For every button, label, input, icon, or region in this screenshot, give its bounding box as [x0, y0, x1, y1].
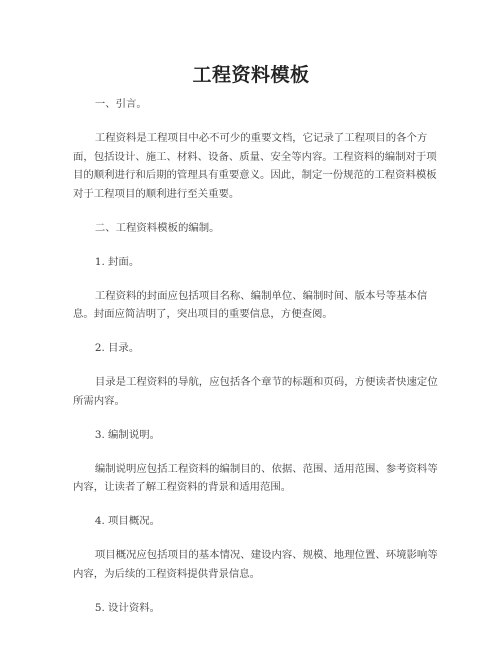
subheading-project-overview: 4. 项目概况。: [94, 515, 160, 528]
paragraph-project-overview: 项目概况应包括项目的基本情况、建设内容、规模、地理位置、环境影响等内容，为后续的工程资料提供背景信息。: [73, 549, 438, 580]
document-body: [73, 95, 439, 633]
paragraph-toc: 目录是工程资料的导航，应包括各个章节的标题和页码，方便读者快速定位所需内容。: [73, 376, 438, 407]
subheading-design-materials: 5. 设计资料。: [94, 601, 160, 614]
subheading-cover: 1. 封面。: [94, 255, 140, 268]
paragraph-compilation-notes: 编制说明应包括工程资料的编制目的、依据、范围、适用范围、参考资料等内容，让读者了解工程资料的背景和适用范围。: [73, 462, 438, 494]
subheading-compilation-notes: 3. 编制说明。: [94, 428, 160, 441]
section-heading-introduction: 一、引言。: [94, 98, 147, 110]
document-title: 工程资料模板: [192, 64, 310, 86]
paragraph-cover: 工程资料的封面应包括项目名称、编制单位、编制时间、版本号等基本信息。封面应简洁明了，突出项目的重要信息，方便查阅。: [73, 289, 428, 321]
section-heading-template-compilation: 二、工程资料模板的编制。: [94, 221, 220, 234]
paragraph-introduction: 工程资料是工程项目中必不可少的重要文档，它记录了工程项目的各个方面，包括设计、施工、材料、设备、质量、安全等内容。工程资料的编制对于项目的顺利进行和后期的管理具有重要意义。因此，制定一份规范的工程资料模板对于工程项目的顺利进行至关重要。: [73, 131, 437, 200]
subheading-toc: 2. 目录。: [94, 342, 140, 355]
